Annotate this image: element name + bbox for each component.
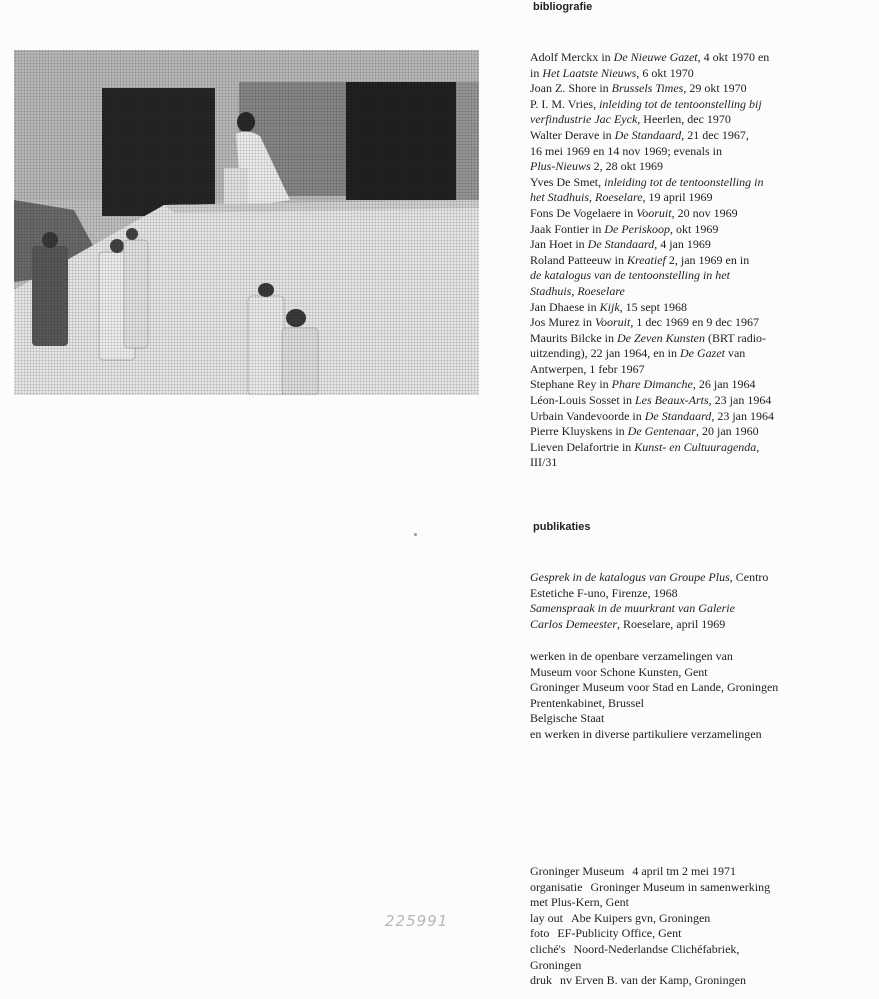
colophon-label: cliché's	[530, 941, 566, 956]
bibliography-line	[530, 331, 810, 347]
bibliography-line-text: , 15 sept 1968	[619, 299, 687, 314]
colophon-value: Groninger Museum in samenwerking	[590, 879, 771, 894]
bibliography-line-text: , Heerlen, dec 1970	[637, 112, 731, 127]
exhibition-photo	[14, 50, 479, 395]
bibliography-line-title: Het Laatste Nieuws	[542, 65, 637, 80]
publication-line-title: Carlos Demeester	[530, 616, 617, 631]
bibliography-line-text: Walter Derave in	[530, 127, 615, 142]
bibliography-line	[530, 346, 810, 362]
bibliography-line-title: Kijk	[599, 299, 620, 314]
bibliography-line	[530, 206, 810, 222]
colophon-label: foto	[530, 926, 550, 941]
exhibition-photo-illustration	[14, 50, 479, 395]
collection-line: werken in de openbare verzamelingen van	[530, 649, 733, 663]
colophon-line	[530, 911, 810, 927]
bibliography-line-text: van	[724, 346, 746, 361]
bibliography-line	[530, 159, 810, 175]
bibliography-line-text: , 29 okt 1970	[683, 81, 747, 96]
bibliography-line-text: , 26 jan 1964	[692, 377, 756, 392]
publication-line	[530, 601, 810, 617]
bibliography-line	[530, 424, 810, 440]
colophon-line	[530, 926, 810, 942]
bibliography-line-text: Léon-Louis Sosset in	[530, 393, 635, 408]
bibliography-line-text: (BRT radio-	[704, 330, 767, 345]
colophon-line	[530, 880, 810, 896]
publication-line-text: , Centro	[729, 570, 769, 584]
bibliography-line	[530, 362, 810, 378]
publication-line	[530, 586, 810, 602]
colophon-line	[530, 864, 810, 880]
colophon	[530, 864, 810, 989]
bibliography-line	[530, 128, 810, 144]
bibliography-list	[530, 50, 810, 471]
bibliography-line-title: de katalogus van de tentoonstelling in het	[530, 268, 730, 283]
publication-line	[530, 570, 810, 586]
publication-line-text: Estetiche F-uno, Firenze, 1968	[530, 585, 678, 600]
bibliography-line	[530, 112, 810, 128]
publication-line-title: Gesprek in de katalogus van Groupe Plus	[530, 570, 730, 584]
colophon-line	[530, 895, 810, 911]
bibliography-line	[530, 377, 810, 393]
bibliography-line	[530, 66, 810, 82]
colophon-label: lay out	[530, 910, 563, 925]
bibliography-line-text: , okt 1969	[669, 221, 719, 236]
bibliography-line-text: Jan Dhaese in	[530, 299, 600, 314]
bibliography-line	[530, 190, 810, 206]
bibliography-line-text: Jos Murez in	[530, 315, 595, 330]
collections-list	[530, 649, 810, 743]
bibliography-line-title: inleiding tot de tentoonstelling in	[604, 174, 764, 189]
bibliography-line-text: Jaak Fontier in	[530, 221, 605, 236]
bibliography-line	[530, 175, 810, 191]
colophon-value: EF-Publicity Office, Gent	[557, 926, 682, 941]
colophon-line	[530, 958, 810, 974]
bibliography-line	[530, 284, 810, 300]
bibliography-line-text: , 23 jan 1964	[708, 393, 772, 408]
bibliography-line-text: uitzending), 22 jan 1964, en in	[530, 346, 680, 361]
bibliography-line	[530, 97, 810, 113]
bibliography-line	[530, 409, 810, 425]
bibliography-line-text: Lieven Delafortrie in	[530, 439, 635, 454]
bibliography-line-text: Urbain Vandevoorde in	[530, 408, 645, 423]
bibliography-line	[530, 81, 810, 97]
bibliography-line-title: Vooruit	[595, 315, 631, 330]
bibliography-line-title: De Nieuwe Gazet	[613, 50, 698, 64]
bibliography-line-title: De Gentenaar	[627, 424, 696, 439]
bibliography-line-text: , 23 jan 1964	[711, 408, 774, 423]
bibliography-line-title: De Standaard	[644, 408, 712, 423]
bibliography-line-title: verfindustrie Jac Eyck	[530, 112, 638, 127]
pencil-inventory-mark: 225991	[385, 912, 449, 930]
bibliography-line	[530, 50, 810, 66]
bibliography-line-text: Jan Hoet in	[530, 237, 588, 252]
collection-line: Prentenkabinet, Brussel	[530, 695, 644, 710]
bibliography-line-title: De Standaard	[614, 127, 682, 142]
bibliography-line-text: , 4 jan 1969	[654, 237, 711, 252]
paper-speck	[414, 533, 417, 536]
bibliography-line	[530, 315, 810, 331]
publication-line	[530, 617, 810, 633]
colophon-line	[530, 973, 810, 989]
bibliography-line-text: , 6 okt 1970	[636, 65, 694, 80]
colophon-line	[530, 942, 810, 958]
collection-line: en werken in diverse partikuliere verzamelingen	[530, 726, 762, 741]
bibliography-line-title: inleiding tot de tentoonstelling bij	[599, 96, 762, 111]
bibliography-line-text: Joan Z. Shore in	[530, 81, 612, 96]
colophon-value: 4 april tm 2 mei 1971	[632, 864, 736, 878]
bibliography-line	[530, 300, 810, 316]
collection-line: Groninger Museum voor Stad en Lande, Groningen	[530, 680, 779, 695]
bibliography-line-text: Yves De Smet,	[530, 174, 605, 189]
bibliography-line-title: De Periskoop	[604, 221, 670, 236]
publications-list	[530, 570, 810, 632]
bibliography-line	[530, 455, 810, 471]
bibliography-line-text: Maurits Bilcke in	[530, 330, 617, 345]
bibliography-line-title: Stadhuis, Roeselare	[530, 283, 625, 298]
publication-line-title: Samenspraak in de muurkrant van Galerie	[530, 601, 735, 616]
collection-line: Museum voor Schone Kunsten, Gent	[530, 664, 708, 679]
colophon-label: druk	[530, 973, 552, 988]
bibliography-line-text: , 20 nov 1969	[671, 205, 738, 220]
bibliography-line-text: Fons De Vogelaere in	[530, 205, 637, 220]
bibliography-line-title: De Gazet	[679, 346, 725, 361]
bibliography-line-text: Pierre Kluyskens in	[530, 424, 628, 439]
bibliography-line-text: , 20 jan 1960	[695, 424, 759, 439]
colophon-label: met Plus-Kern, Gent	[530, 895, 629, 910]
bibliography-line-text: Stephane Rey in	[530, 377, 612, 392]
bibliography-line-text: 2, jan 1969 en in	[665, 252, 750, 267]
bibliography-line	[530, 268, 810, 284]
colophon-value: Abe Kuipers gvn, Groningen	[571, 910, 711, 925]
colophon-value: Noord-Nederlandse Clichéfabriek,	[573, 941, 740, 956]
colophon-label: organisatie	[530, 879, 583, 894]
bibliography-line-title: Brussels Times	[611, 81, 684, 96]
bibliography-line-title: De Standaard	[587, 237, 655, 252]
bibliography-line-text: in	[530, 65, 543, 80]
bibliography-line	[530, 253, 810, 269]
bibliography-line-title: het Stadhuis, Roeselare	[530, 190, 643, 205]
bibliography-line-text: , 19 april 1969	[642, 190, 713, 205]
bibliography-line-title: De Zeven Kunsten	[617, 330, 705, 345]
bibliography-line-text: III/31	[530, 455, 558, 470]
bibliography-line	[530, 222, 810, 238]
collection-line: Belgische Staat	[530, 711, 605, 726]
bibliography-line	[530, 237, 810, 253]
bibliography-line-title: Vooruit	[636, 205, 672, 220]
bibliography-line	[530, 440, 810, 456]
bibliography-line-text: Roland Patteeuw in	[530, 252, 627, 267]
publications-heading: publikaties	[533, 521, 591, 533]
bibliography-line-text: P. I. M. Vries,	[530, 96, 600, 111]
colophon-label: Groninger Museum	[530, 864, 625, 878]
bibliography-line	[530, 144, 810, 160]
bibliography-line-text: 2, 28 okt 1969	[590, 159, 664, 174]
bibliography-line-title: Kunst- en Cultuuragenda,	[634, 439, 760, 454]
bibliography-heading: bibliografie	[533, 1, 593, 13]
bibliography-line-text: Antwerpen, 1 febr 1967	[530, 361, 645, 376]
bibliography-line-text: , 4 okt 1970 en	[697, 50, 770, 64]
colophon-label: Groningen	[530, 957, 582, 972]
bibliography-line-title: Plus-Nieuws	[530, 159, 591, 174]
bibliography-line-text: 16 mei 1969 en 14 nov 1969; evenals in	[530, 143, 722, 158]
bibliography-line-text: , 1 dec 1969 en 9 dec 1967	[630, 315, 759, 330]
colophon-value: nv Erven B. van der Kamp, Groningen	[560, 973, 746, 988]
bibliography-line-title: Les Beaux-Arts	[635, 393, 709, 408]
bibliography-line-title: Phare Dimanche	[611, 377, 693, 392]
bibliography-line-text: Adolf Merckx in	[530, 50, 614, 64]
bibliography-line	[530, 393, 810, 409]
publication-line-text: , Roeselare, april 1969	[617, 616, 726, 631]
bibliography-line-title: Kreatief	[626, 252, 666, 267]
bibliography-line-text: , 21 dec 1967,	[681, 127, 749, 142]
